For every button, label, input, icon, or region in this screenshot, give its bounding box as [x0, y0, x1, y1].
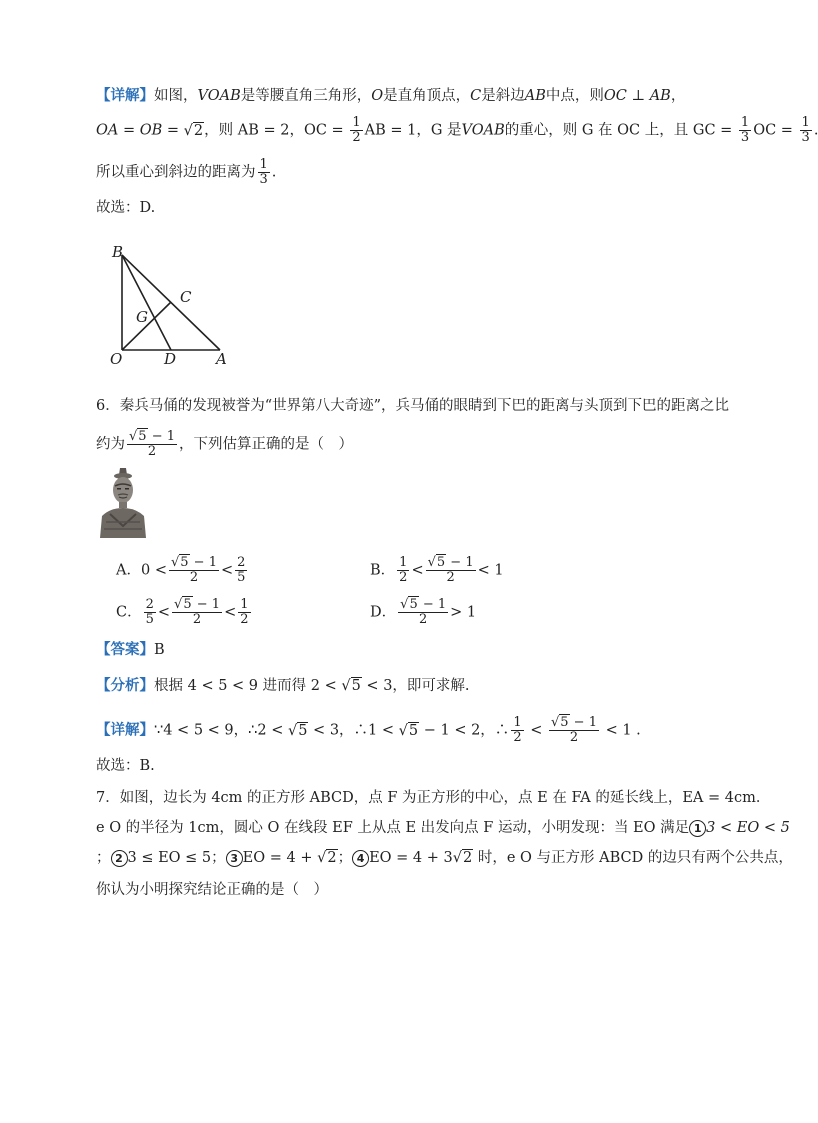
fraction-third: $\frac{1}{3}$: [740, 115, 750, 145]
q7-stem-line-2: e O 的半径为 1cm，圆心 O 在线段 EF 上从点 E 出发向点 F 运动，小明发现：当 EO 满足 1 3 < EO < 5: [96, 820, 790, 836]
fraction-half: $\frac{1}{2}$: [352, 115, 361, 145]
circled-1: 1: [689, 820, 706, 837]
median-BD: [122, 255, 171, 350]
label-B: B: [112, 243, 124, 261]
circled-2: 2: [111, 850, 128, 867]
fraction-conclusion: $\frac{1}{3}$: [259, 157, 268, 187]
q5-detail-line-2: OA = OB = √2，则 AB = 2，OC = $\frac{1}{2}$ AB = 1，G 是VOAB的重心，则 G 在 OC 上，且 GC = $\frac{1}{3}$ OC = $\frac{1}{3}$ .: [96, 115, 818, 145]
label-D: D: [164, 350, 177, 368]
q5-answer: 故选：D.: [96, 200, 156, 216]
q5-conclusion: 所以重心到斜边的距离为 $\frac{1}{3}$ .: [96, 157, 277, 187]
option-b[interactable]: B． $\frac{1}{2}$ < $\frac{√5 - 1}{2}$ < 1: [370, 555, 504, 585]
q6-stem-line-2: 约为 $\frac{√5 - 1}{2}$ ，下列估算正确的是（ ）: [96, 429, 354, 459]
q6-choose: 故选：B.: [96, 758, 155, 774]
q6-stem-line-1: 6．秦兵马俑的发现被誉为“世界第八大奇迹”，兵马俑的眼睛到下巴的距离与头顶到下巴的距离之比: [96, 398, 730, 414]
circled-4: 4: [352, 850, 369, 867]
circled-3: 3: [226, 850, 243, 867]
q5-detail-line-1: 【详解】如图，VOAB是等腰直角三角形，O是直角顶点，C是斜边AB中点，则OC ⊥ AB，: [96, 88, 686, 104]
option-c[interactable]: C． $\frac{2}{5}$ < $\frac{√5 - 1}{2}$ < $\frac{1}{2}$: [116, 597, 249, 627]
q7-stem-line-4: 你认为小明探究结论正确的是（ ）: [96, 882, 328, 898]
golden-ratio-fraction: $\frac{√5 - 1}{2}$: [129, 429, 176, 459]
option-d[interactable]: D． $\frac{√5 - 1}{2}$ > 1: [370, 597, 477, 627]
label-O: O: [110, 350, 123, 368]
triangle-figure: [100, 240, 240, 370]
terracotta-warrior-image: [98, 466, 148, 538]
label-G: G: [136, 308, 148, 326]
q7-stem-line-3: ； 2 3 ≤ EO ≤ 5； 3 EO = 4 + √2； 4 EO = 4 + 3√2 时，e O 与正方形 ABCD 的边只有两个公共点，: [96, 850, 793, 866]
detail-label: 【详解】: [96, 88, 154, 104]
q6-detail: 【详解】∵4 < 5 < 9，∴2 < √5 < 3，∴1 < √5 − 1 < 2，∴ $\frac{1}{2}$ < $\frac{√5 - 1}{2}$ < 1 .: [96, 715, 641, 745]
fraction-result: $\frac{1}{3}$: [801, 115, 810, 145]
q6-answer: 【答案】B: [96, 642, 165, 658]
q6-analysis: 【分析】根据 4 < 5 < 9 进而得 2 < √5 < 3，即可求解.: [96, 678, 470, 694]
q7-stem-line-1: 7．如图，边长为 4cm 的正方形 ABCD，点 F 为正方形的中心，点 E 在 FA 的延长线上，EA = 4cm．: [96, 790, 771, 806]
label-A: A: [216, 350, 227, 368]
sqrt-2: √2: [183, 122, 204, 139]
option-a[interactable]: A．0 < $\frac{√5 - 1}{2}$ < $\frac{2}{5}$: [116, 555, 246, 585]
label-C: C: [180, 288, 192, 306]
